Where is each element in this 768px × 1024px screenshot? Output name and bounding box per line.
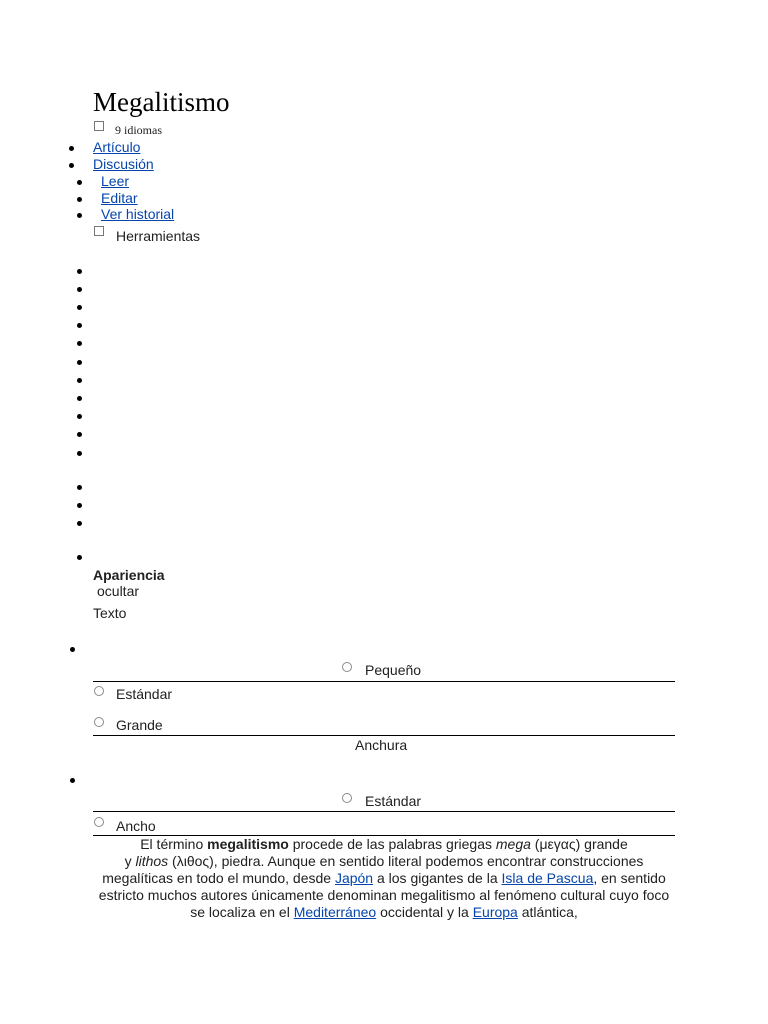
text: (μεγας) grande (530, 836, 628, 852)
text-size-standard-radio[interactable] (94, 686, 104, 696)
text-size-large-option[interactable] (94, 715, 204, 735)
term-italic: mega (495, 836, 531, 852)
view-edit-link[interactable]: Editar (101, 190, 138, 206)
bullet (77, 305, 82, 310)
width-standard-radio[interactable] (342, 793, 352, 803)
bullet (77, 269, 82, 274)
bullet (77, 378, 82, 383)
term-bold: megalitismo (207, 836, 289, 852)
text: procede de las palabras griegas (288, 836, 496, 852)
bullet (77, 180, 82, 185)
divider (93, 811, 675, 812)
view-read[interactable] (101, 173, 129, 190)
text: a los gigantes de la (373, 870, 502, 886)
text: El término (140, 836, 208, 852)
tab-discussion[interactable] (93, 156, 154, 173)
bullet (77, 323, 82, 328)
language-label[interactable]: 9 idiomas (115, 123, 162, 137)
divider (93, 735, 675, 736)
text-size-standard-option[interactable] (94, 684, 204, 704)
text-size-small-radio[interactable] (342, 662, 352, 672)
text: (λιθος), piedra. Aunque en sentido literal podemos encontrar construcciones megalíticas en todo el mundo, desde (102, 853, 644, 886)
bullet (77, 521, 82, 526)
bullet (77, 503, 82, 508)
text-size-large-radio[interactable] (94, 717, 104, 727)
link-europa[interactable]: Europa (472, 904, 518, 920)
bullet (77, 451, 82, 456)
view-read-link[interactable]: Leer (101, 173, 130, 189)
bullet (69, 146, 74, 151)
text-size-large-label[interactable]: Grande (116, 717, 163, 733)
link-mediterraneo[interactable]: Mediterráneo (293, 904, 377, 920)
text-size-small-label[interactable]: Pequeño (365, 662, 422, 678)
page-title: Megalitismo (93, 87, 230, 117)
article-paragraph (93, 836, 675, 921)
width-heading: Anchura (355, 737, 408, 753)
bullet (77, 555, 82, 560)
text: occidental y la (376, 904, 473, 920)
text-size-heading: Texto (93, 605, 127, 621)
tab-article[interactable] (93, 139, 140, 156)
bullet (77, 213, 82, 218)
tab-discussion-link[interactable]: Discusión (93, 156, 154, 172)
bullet (77, 360, 82, 365)
bullet (70, 778, 75, 783)
tab-article-link[interactable]: Artículo (93, 139, 141, 155)
text-size-small-option[interactable] (342, 660, 452, 680)
width-wide-label[interactable]: Ancho (116, 818, 156, 834)
bullet (77, 485, 82, 490)
term-italic: lithos (135, 853, 169, 869)
width-wide-option[interactable] (94, 815, 204, 835)
bullet (77, 414, 82, 419)
width-wide-radio[interactable] (94, 817, 104, 827)
width-standard-label[interactable]: Estándar (365, 793, 422, 809)
appearance-heading: Apariencia (93, 567, 165, 583)
bullet (77, 341, 82, 346)
bullet (69, 163, 74, 168)
tools-label[interactable]: Herramientas (116, 228, 201, 244)
text: , en sentido estricto muchos autores únicamente denominan megalitismo al fenómeno cultural cuyo foco se localiza en el (98, 870, 670, 920)
text-size-standard-label[interactable]: Estándar (116, 686, 173, 702)
divider (93, 681, 675, 682)
bullet (77, 396, 82, 401)
bullet (70, 647, 75, 652)
link-isla-de-pascua[interactable]: Isla de Pascua (501, 870, 594, 886)
appearance-hide-button[interactable]: ocultar (97, 583, 140, 599)
bullet (77, 432, 82, 437)
bullet (77, 197, 82, 202)
language-checkbox[interactable] (94, 121, 104, 131)
view-history[interactable] (101, 206, 174, 223)
text: atlántica, (517, 904, 578, 920)
width-standard-option[interactable] (342, 791, 452, 811)
text: y (124, 853, 136, 869)
view-edit[interactable] (101, 190, 138, 207)
tools-checkbox[interactable] (94, 226, 104, 236)
bullet (77, 287, 82, 292)
view-history-link[interactable]: Ver historial (101, 206, 175, 222)
link-japon[interactable]: Japón (334, 870, 374, 886)
